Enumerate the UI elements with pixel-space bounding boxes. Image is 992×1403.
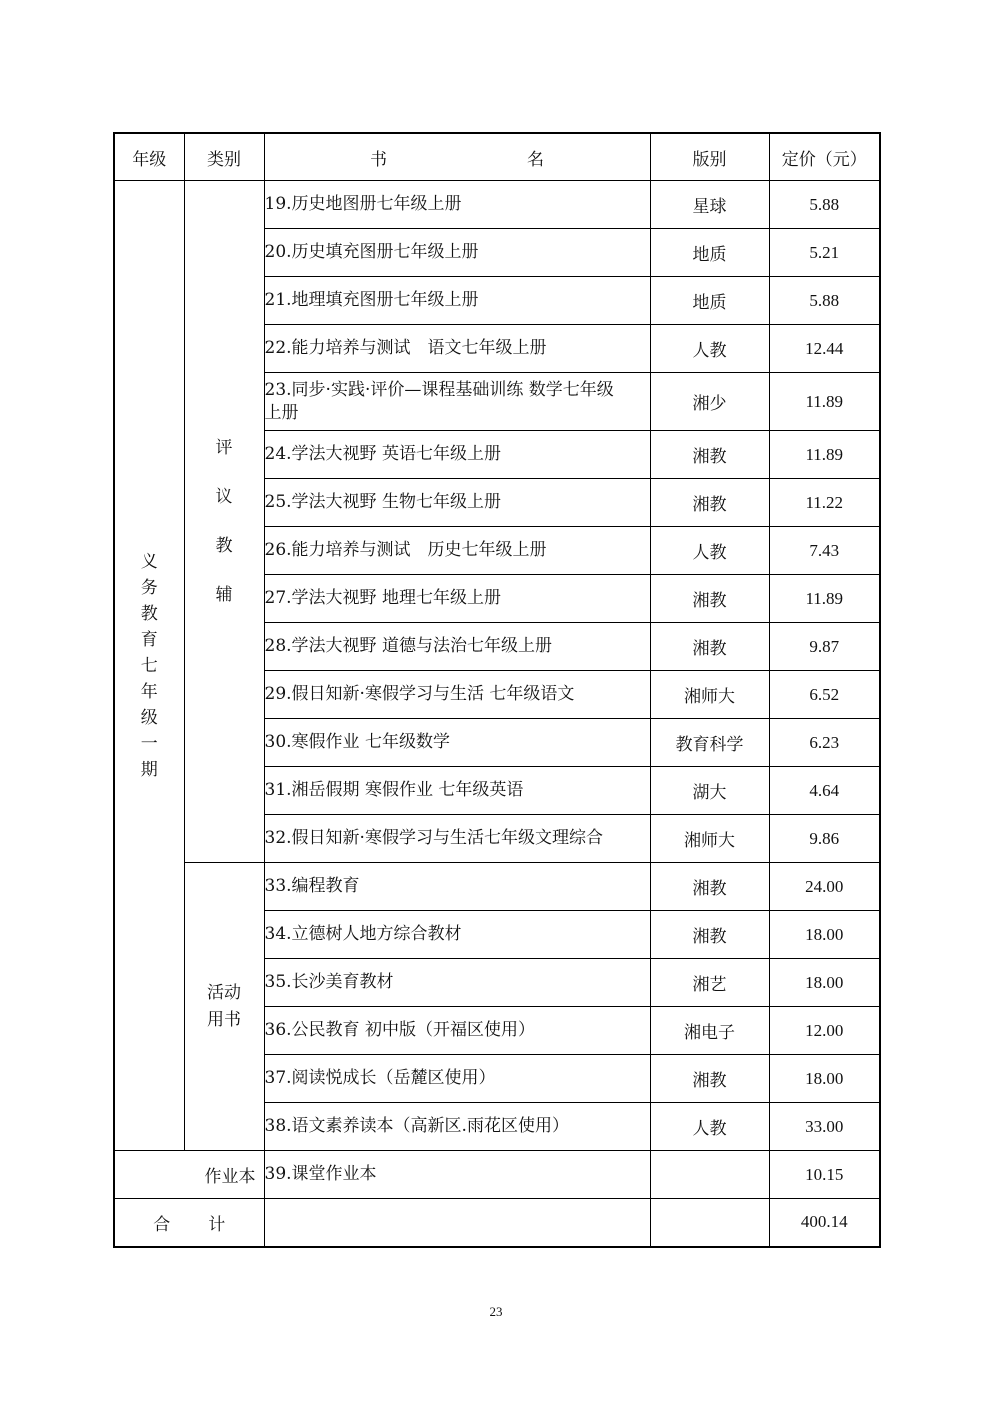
total-value: 400.14: [769, 1199, 880, 1247]
total-row: [114, 1199, 880, 1247]
book-price: 5.88: [769, 277, 880, 325]
table-row: [114, 181, 880, 229]
table-body: [114, 181, 880, 1199]
book-price: 12.44: [769, 325, 880, 373]
book-publisher: 湘艺: [650, 959, 769, 1007]
book-publisher: 湘电子: [650, 1007, 769, 1055]
book-price: 18.00: [769, 911, 880, 959]
category-review-label: 评议教辅: [215, 437, 233, 605]
book-price: 6.23: [769, 719, 880, 767]
book-title: 22.能力培养与测试 语文七年级上册: [264, 325, 650, 373]
book-title: 27.学法大视野 地理七年级上册: [264, 575, 650, 623]
book-publisher: 湘教: [650, 431, 769, 479]
book-title: 37.阅读悦成长（岳麓区使用）: [264, 1055, 650, 1103]
book-title: 36.公民教育 初中版（开福区使用）: [264, 1007, 650, 1055]
book-publisher: 湘教: [650, 1055, 769, 1103]
book-price: 11.89: [769, 431, 880, 479]
book-price: 18.00: [769, 959, 880, 1007]
header-book-name-part1: 书: [370, 149, 387, 170]
book-price: 11.22: [769, 479, 880, 527]
book-title: 39.课堂作业本: [264, 1151, 650, 1199]
table-row: [114, 1151, 880, 1199]
book-title: 31.湘岳假期 寒假作业 七年级英语: [264, 767, 650, 815]
book-title: 34.立德树人地方综合教材: [264, 911, 650, 959]
total-label: [114, 1199, 264, 1247]
total-title-empty: [264, 1199, 650, 1247]
category-workbook-cell: [114, 1151, 264, 1199]
book-title: 24.学法大视野 英语七年级上册: [264, 431, 650, 479]
book-publisher: 湘师大: [650, 671, 769, 719]
book-title: 30.寒假作业 七年级数学: [264, 719, 650, 767]
book-title: 26.能力培养与测试 历史七年级上册: [264, 527, 650, 575]
book-price: 10.15: [769, 1151, 880, 1199]
book-price: 5.21: [769, 229, 880, 277]
book-publisher: [650, 1151, 769, 1199]
book-publisher: 湖大: [650, 767, 769, 815]
book-title: 21.地理填充图册七年级上册: [264, 277, 650, 325]
category-review-cell: [184, 181, 264, 863]
book-price: 9.87: [769, 623, 880, 671]
book-title: 23.同步·实践·评价—课程基础训练 数学七年级上册: [264, 373, 650, 431]
book-publisher: 星球: [650, 181, 769, 229]
book-title: 35.长沙美育教材: [264, 959, 650, 1007]
header-book-name-part2: 名: [527, 149, 544, 170]
table-row: [114, 863, 880, 911]
book-publisher: 湘教: [650, 863, 769, 911]
book-title: 28.学法大视野 道德与法治七年级上册: [264, 623, 650, 671]
category-activity-cell: [184, 863, 264, 1151]
category-workbook-label: 作业本: [204, 1167, 256, 1187]
book-price: 12.00: [769, 1007, 880, 1055]
grade-label: 义务教育七年级一期: [140, 551, 158, 780]
book-publisher: 教育科学: [650, 719, 769, 767]
book-publisher: 人教: [650, 325, 769, 373]
book-publisher: 地质: [650, 229, 769, 277]
book-price: 6.52: [769, 671, 880, 719]
header-category: 类别: [184, 133, 264, 181]
book-publisher: 人教: [650, 527, 769, 575]
book-publisher: 人教: [650, 1103, 769, 1151]
total-label-part2: 计: [208, 1214, 226, 1235]
book-publisher: 湘教: [650, 575, 769, 623]
page-number: 23: [489, 1304, 503, 1319]
book-title: 32.假日知新·寒假学习与生活七年级文理综合: [264, 815, 650, 863]
header-book-name: [264, 133, 650, 181]
book-title: 38.语文素养读本（高新区.雨花区使用）: [264, 1103, 650, 1151]
book-price: 7.43: [769, 527, 880, 575]
category-activity-label: 活动用书: [206, 982, 241, 1030]
book-publisher: 湘教: [650, 623, 769, 671]
header-edition: 版别: [650, 133, 769, 181]
book-title: 19.历史地图册七年级上册: [264, 181, 650, 229]
book-publisher: 地质: [650, 277, 769, 325]
book-price: 11.89: [769, 373, 880, 431]
book-publisher: 湘教: [650, 479, 769, 527]
book-price: 9.86: [769, 815, 880, 863]
book-price-table: [113, 132, 881, 1248]
header-row: [114, 133, 880, 181]
book-price: 18.00: [769, 1055, 880, 1103]
book-title: 29.假日知新·寒假学习与生活 七年级语文: [264, 671, 650, 719]
book-title: 33.编程教育: [264, 863, 650, 911]
book-title: 20.历史填充图册七年级上册: [264, 229, 650, 277]
book-price: 11.89: [769, 575, 880, 623]
header-grade: 年级: [114, 133, 184, 181]
book-publisher: 湘少: [650, 373, 769, 431]
book-publisher: 湘教: [650, 911, 769, 959]
book-price: 33.00: [769, 1103, 880, 1151]
header-price: 定价（元）: [769, 133, 880, 181]
book-price: 5.88: [769, 181, 880, 229]
total-edition-empty: [650, 1199, 769, 1247]
book-price: 24.00: [769, 863, 880, 911]
book-price: 4.64: [769, 767, 880, 815]
book-publisher: 湘师大: [650, 815, 769, 863]
grade-cell: [114, 181, 184, 1151]
book-title: 25.学法大视野 生物七年级上册: [264, 479, 650, 527]
total-label-part1: 合: [153, 1214, 171, 1235]
